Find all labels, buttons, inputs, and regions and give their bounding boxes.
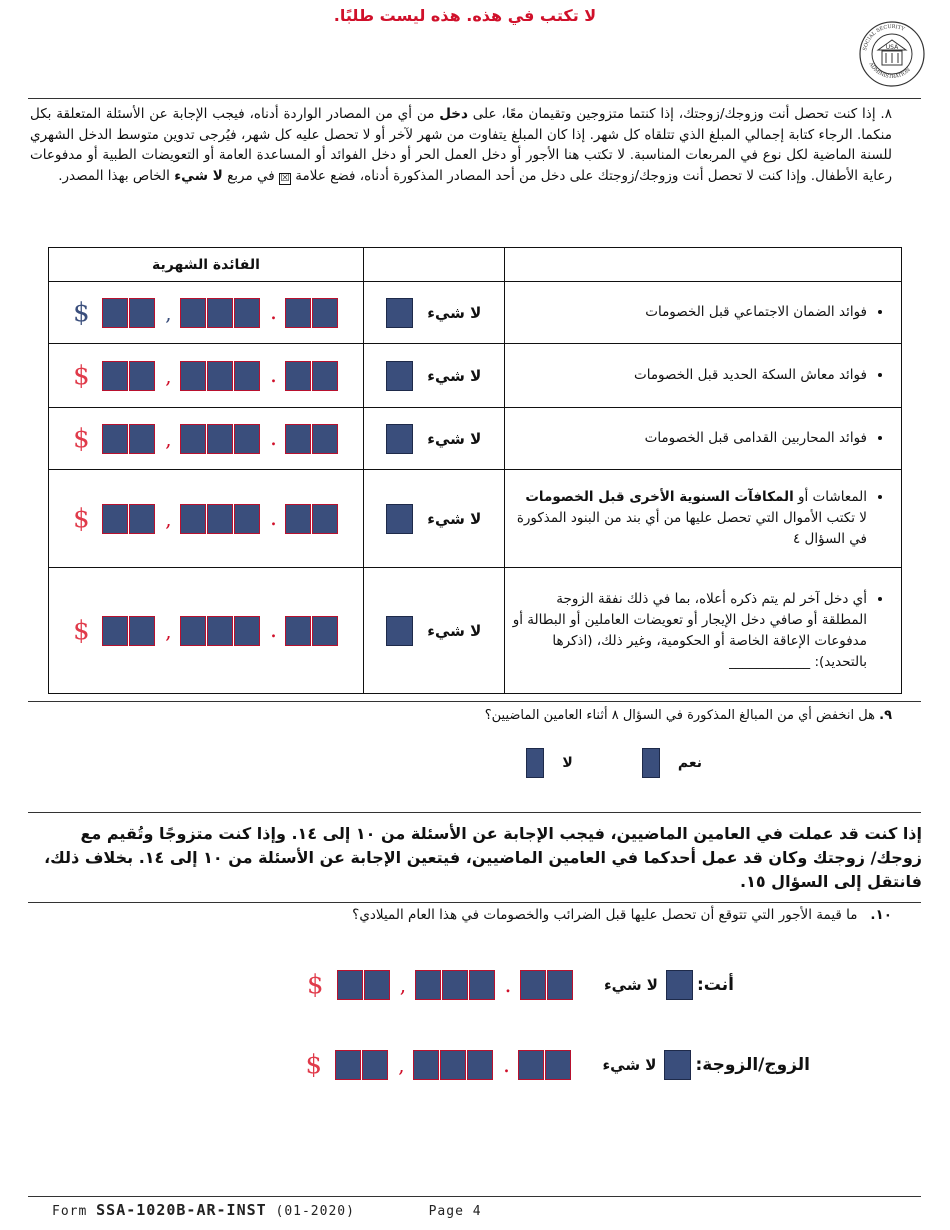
dollar-sign: $ [73, 297, 90, 328]
yes-checkbox[interactable] [642, 748, 660, 778]
header-source [504, 248, 901, 282]
digit-box[interactable] [362, 1050, 388, 1080]
comma-separator: , [165, 618, 172, 643]
none-label: لا شيء [427, 303, 482, 322]
digit-box[interactable] [102, 424, 128, 454]
divider [28, 812, 921, 813]
digit-box[interactable] [335, 1050, 361, 1080]
digit-box[interactable] [518, 1050, 544, 1080]
digit-box[interactable] [285, 616, 311, 646]
work-instructions: إذا كنت قد عملت في العامين الماضيين، فيجب الإجابة عن الأسئلة من ١٠ إلى ١٤. وإذا كنت متزوجًا وتُقيم مع زوجك/ زوجتك وكان قد عمل أحدكما في العامين الماضيين، فيتعين الإجابة عن الأسئلة من ١٠ إلى ١٤. بخلاف ذلك، فانتقل إلى السؤال ١٥. [44, 824, 922, 891]
digit-box[interactable] [129, 424, 155, 454]
question-9-text: ٩. هل انخفض أي من المبالغ المذكورة في السؤال ٨ أثناء العامين الماضيين؟ [484, 708, 892, 723]
digit-box[interactable] [102, 504, 128, 534]
wages-amount-input [305, 1050, 572, 1080]
divider [28, 98, 921, 99]
yes-no-group [526, 748, 702, 778]
decimal-point: . [269, 300, 277, 325]
dollar-sign: $ [73, 503, 90, 534]
monthly-amount-input [72, 424, 339, 454]
none-checkbox[interactable] [386, 616, 413, 646]
digit-box[interactable] [207, 298, 233, 328]
digit-box[interactable] [520, 970, 546, 1000]
digit-box[interactable] [285, 424, 311, 454]
none-checkbox[interactable] [386, 298, 413, 328]
digit-box[interactable] [207, 504, 233, 534]
none-label: لا شيء [603, 976, 658, 994]
income-source: • فوائد الضمان الاجتماعي قبل الخصومات [504, 282, 901, 344]
digit-box[interactable] [180, 616, 206, 646]
wages-spouse-row [290, 1050, 810, 1080]
specify-blank[interactable]: ____________ [729, 653, 811, 670]
header-none [363, 248, 504, 282]
digit-box[interactable] [129, 504, 155, 534]
svg-text:SOCIAL SECURITY: SOCIAL SECURITY [862, 23, 906, 52]
dollar-sign: $ [306, 970, 324, 1000]
digit-box[interactable] [312, 298, 338, 328]
divider [28, 902, 921, 903]
question-10-text: ١٠. ما قيمة الأجور التي تتوقع أن تحصل عليها قبل الضرائب والخصومات في هذا العام الميلادي؟ [352, 907, 892, 923]
dollar-sign: $ [73, 423, 90, 454]
digit-box[interactable] [129, 616, 155, 646]
income-source: • فوائد معاش السكة الحديد قبل الخصومات [504, 344, 901, 408]
dollar-sign: $ [73, 360, 90, 391]
table-row [49, 282, 902, 344]
digit-box[interactable] [364, 970, 390, 1000]
digit-box[interactable] [129, 298, 155, 328]
monthly-amount-input [72, 361, 339, 391]
table-row [49, 568, 902, 694]
dollar-sign: $ [305, 1050, 323, 1080]
digit-box[interactable] [415, 970, 441, 1000]
do-not-write-notice: لا تكتب في هذه. هذه ليست طلبًا. [333, 6, 597, 25]
digit-box[interactable] [234, 504, 260, 534]
page-footer [52, 1201, 482, 1219]
digit-box[interactable] [207, 424, 233, 454]
digit-box[interactable] [234, 616, 260, 646]
none-checkbox[interactable] [386, 504, 413, 534]
dollar-sign: $ [73, 615, 90, 646]
digit-box[interactable] [285, 298, 311, 328]
none-checkbox[interactable] [386, 424, 413, 454]
monthly-amount-input [72, 616, 339, 646]
digit-box[interactable] [207, 361, 233, 391]
none-label: لا شيء [602, 1056, 657, 1074]
yes-label: نعم [677, 755, 702, 771]
decimal-point: . [269, 618, 277, 643]
digit-box[interactable] [180, 298, 206, 328]
comma-separator: , [165, 426, 172, 451]
svg-text:ADMINISTRATION: ADMINISTRATION [867, 61, 912, 81]
digit-box[interactable] [312, 616, 338, 646]
question-8-text: ٨. إذا كنت تحصل أنت وزوجك/زوجتك، إذا كنتما متزوجين وتقيمان معًا، على دخل من أي من المصادر الواردة أدناه، فيجب الإجابة عن الأسئلة المتعلقة بكل منكما. الرجاء كتابة إجمالي المبلغ الذي تتلقاه كل شهر. إذا كان المبلغ يتفاوت من شهر لآخر أو لا تحصل عليه كل شهر، فيُرجى تدوين متوسط الدخل الشهري للسنة الماضية لكل نوع في المربعات المناسبة. لا تكتب هنا الأجور أو دخل العمل الحر أو دخل الفوائد أو المساعدة العامة أو التعويضات الطبية أو مدفوعات رعاية الأطفال. وإذا كنت لا تحصل أنت وزوجك/زوجتك على دخل من أحد المصادر المذكورة أدناه، فضع علامة ☒ في مربع لا شيء الخاص بهذا المصدر. [30, 106, 892, 184]
none-label: لا شيء [427, 509, 482, 528]
digit-box[interactable] [234, 361, 260, 391]
none-label: لا شيء [427, 366, 482, 385]
spouse-label: الزوج/الزوجة: [695, 1055, 810, 1075]
comma-separator: , [165, 363, 172, 388]
digit-box[interactable] [102, 616, 128, 646]
digit-box[interactable] [102, 361, 128, 391]
digit-box[interactable] [285, 361, 311, 391]
digit-box[interactable] [312, 424, 338, 454]
digit-box[interactable] [467, 1050, 493, 1080]
digit-box[interactable] [312, 504, 338, 534]
monthly-amount-input [72, 298, 339, 328]
none-checkbox[interactable] [386, 361, 413, 391]
form-date: (01-2020) [275, 1204, 355, 1219]
decimal-point: . [269, 506, 277, 531]
digit-box[interactable] [180, 504, 206, 534]
ssa-seal-logo [858, 20, 926, 88]
digit-box[interactable] [102, 298, 128, 328]
digit-box[interactable] [234, 424, 260, 454]
digit-box[interactable] [337, 970, 363, 1000]
form-prefix: Form [52, 1204, 88, 1219]
decimal-point: . [269, 426, 277, 451]
you-none-checkbox[interactable] [666, 970, 693, 1000]
digit-box[interactable] [234, 298, 260, 328]
header-monthly-benefit: الفائدة الشهرية [49, 248, 364, 282]
income-source: • فوائد المحاربين القدامى قبل الخصومات [504, 408, 901, 470]
svg-text:USA: USA [885, 44, 899, 51]
form-number: SSA-1020B-AR-INST [96, 1201, 267, 1219]
page-number: Page 4 [428, 1204, 482, 1219]
digit-box[interactable] [180, 424, 206, 454]
income-table [48, 247, 902, 694]
divider [28, 701, 921, 702]
wages-amount-input [307, 970, 574, 1000]
digit-box[interactable] [440, 1050, 466, 1080]
digit-box[interactable] [207, 616, 233, 646]
digit-box[interactable] [285, 504, 311, 534]
digit-box[interactable] [442, 970, 468, 1000]
comma-separator: , [398, 1053, 405, 1077]
decimal-point: . [502, 1052, 510, 1078]
divider [28, 1196, 921, 1197]
none-label: لا شيء [427, 621, 482, 640]
you-label: أنت: [696, 975, 734, 995]
digit-box[interactable] [547, 970, 573, 1000]
no-checkbox[interactable] [526, 748, 544, 778]
table-row [49, 470, 902, 568]
income-source: • أي دخل آخر لم يتم ذكره أعلاه، بما في ذلك نفقة الزوجة المطلقة أو صافي دخل الإيجار أو تعويضات العاملين أو البطالة أو مدفوعات الإعاقة الخاصة أو الحكومية، وغير ذلك، (اذكرها بالتحديد): ____________ [504, 568, 901, 694]
income-source: • المعاشات أو المكافآت السنوية الأخرى قبل الخصومات لا تكتب الأموال التي تحصل عليها من أي بند من البنود المذكورة في السؤال ٤ [504, 470, 901, 568]
wages-you-row [290, 970, 734, 1000]
decimal-point: . [269, 363, 277, 388]
comma-separator: , [165, 506, 172, 531]
table-row [49, 408, 902, 470]
digit-box[interactable] [413, 1050, 439, 1080]
digit-box[interactable] [469, 970, 495, 1000]
digit-box[interactable] [545, 1050, 571, 1080]
spouse-none-checkbox[interactable] [664, 1050, 691, 1080]
no-label: لا [562, 755, 573, 771]
monthly-amount-input [72, 504, 339, 534]
comma-separator: , [165, 300, 172, 325]
digit-box[interactable] [129, 361, 155, 391]
decimal-point: . [504, 972, 512, 998]
comma-separator: , [399, 973, 407, 997]
checked-box-icon: ☒ [280, 172, 290, 184]
digit-box[interactable] [180, 361, 206, 391]
digit-box[interactable] [312, 361, 338, 391]
table-row [49, 344, 902, 408]
none-label: لا شيء [427, 429, 482, 448]
